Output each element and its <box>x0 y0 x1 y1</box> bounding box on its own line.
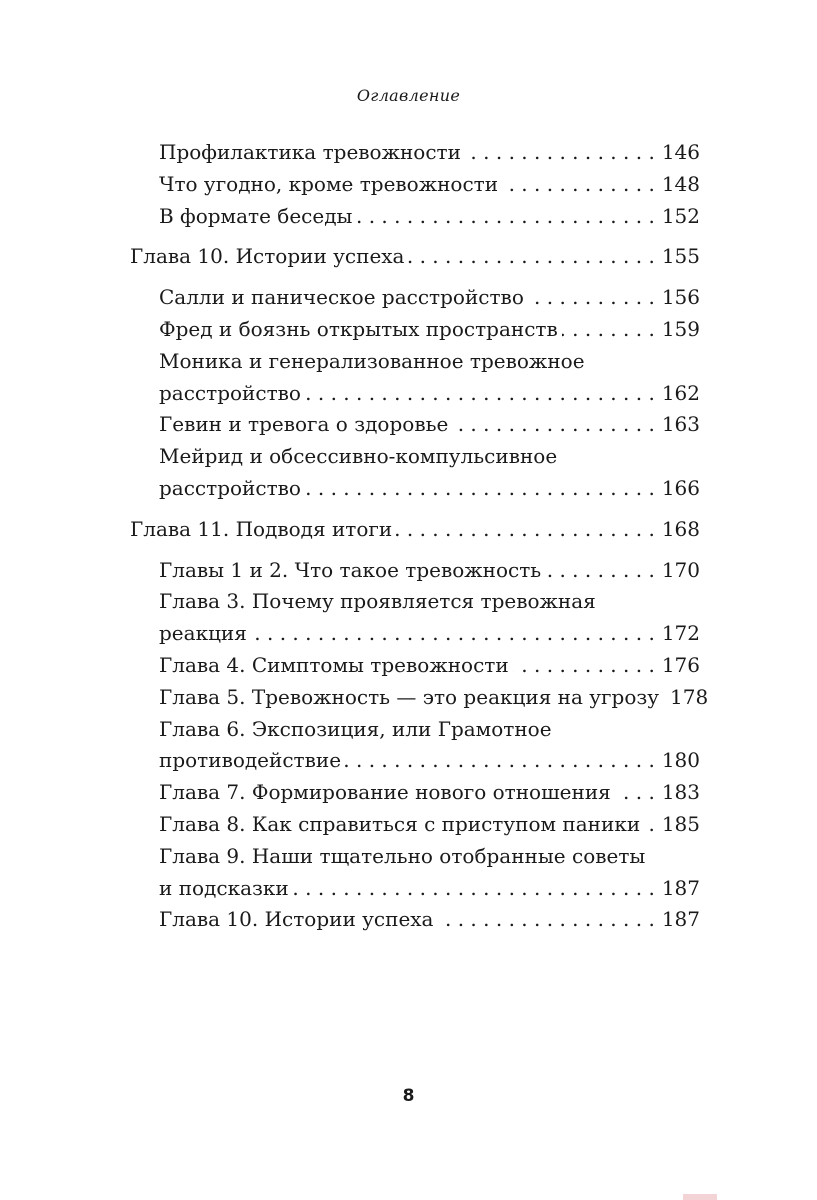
toc-entry[interactable] <box>159 809 700 841</box>
dot-leader <box>528 282 655 314</box>
toc-block-chapter-10-sections <box>130 282 700 505</box>
page-number: 8 <box>402 1086 415 1106</box>
toc-entry-title: Глава 10. Истории успеха <box>159 907 434 932</box>
toc-entry-page: 172 <box>661 621 700 646</box>
toc-entry-title: противодействие <box>159 748 342 773</box>
toc-entry-title: Глава 7. Формирование нового отношения <box>159 780 611 805</box>
toc-entry[interactable] <box>159 441 700 505</box>
toc-entry[interactable] <box>159 904 700 936</box>
toc-chapter-page: 155 <box>661 244 700 269</box>
toc-entry-page: 178 <box>670 684 709 709</box>
dot-leader <box>545 555 655 587</box>
toc-block-chapter-11 <box>130 514 700 546</box>
dot-leader <box>251 618 655 650</box>
toc-entry[interactable] <box>159 137 700 169</box>
dot-leader <box>305 378 655 410</box>
corner-mark <box>683 1194 717 1200</box>
toc-entry-title: Фред и боязнь открытых пространств <box>159 316 558 341</box>
toc-entry-title: Глава 4. Симптомы тревожности <box>159 652 509 677</box>
dot-leader <box>437 904 654 936</box>
toc-entry-title-line1: Глава 6. Экспозиция, или Грамотное <box>159 716 552 741</box>
toc-entry[interactable] <box>159 282 700 314</box>
toc-block-chapter-10 <box>130 241 700 273</box>
toc-chapter-11[interactable] <box>130 514 700 546</box>
toc-entry-title: Главы 1 и 2. Что такое тревожность <box>159 557 542 582</box>
dot-leader <box>356 201 654 233</box>
toc-entry[interactable] <box>159 650 700 682</box>
dot-leader <box>615 777 655 809</box>
toc-entry[interactable] <box>159 169 700 201</box>
toc-entry-title-line1: Моника и генерализованное тревожное <box>159 348 585 373</box>
toc-block-chapter-11-sections <box>130 555 709 937</box>
toc-entry-page: 170 <box>661 557 700 582</box>
toc-entry-title-line1: Глава 3. Почему проявляется тревожная <box>159 589 596 614</box>
dot-leader <box>513 650 655 682</box>
toc-entry-page: 166 <box>661 475 700 500</box>
toc-entry-page: 176 <box>661 652 700 677</box>
toc-entry-title: Гевин и тревога о здоровье <box>159 412 449 437</box>
toc-entry[interactable] <box>159 841 700 905</box>
toc-entry-page: 187 <box>661 907 700 932</box>
toc-entry-page: 163 <box>661 412 700 437</box>
dot-leader <box>452 409 655 441</box>
toc-entry[interactable] <box>159 346 700 410</box>
toc-chapter-page: 168 <box>661 516 700 541</box>
toc-entry-page: 156 <box>661 285 700 310</box>
toc-entry-page: 187 <box>661 875 700 900</box>
dot-leader <box>396 514 655 546</box>
toc-entry-page: 152 <box>661 203 700 228</box>
toc-entry-title-line1: Глава 9. Наши тщательно отобранные советы <box>159 843 646 868</box>
toc-entry-title: расстройство <box>159 380 301 405</box>
table-of-contents <box>130 137 709 945</box>
running-head: Оглавление <box>356 86 461 105</box>
dot-leader <box>408 241 654 273</box>
toc-entry-page: 183 <box>661 780 700 805</box>
toc-entry[interactable] <box>159 409 700 441</box>
toc-entry-title: Глава 8. Как справиться с приступом паники <box>159 811 641 836</box>
toc-entry-page: 146 <box>661 140 700 164</box>
toc-entry[interactable] <box>159 201 700 233</box>
toc-entry[interactable] <box>159 314 700 346</box>
dot-leader <box>644 809 655 841</box>
toc-chapter-title: Глава 11. Подводя итоги <box>130 516 393 541</box>
dot-leader <box>465 137 655 169</box>
toc-entry[interactable] <box>159 586 700 650</box>
toc-entry-title: В формате беседы <box>159 203 353 228</box>
toc-entry-title: и подсказки <box>159 875 289 900</box>
toc-entry-page: 185 <box>661 811 700 836</box>
toc-entry[interactable] <box>159 714 700 778</box>
dot-leader <box>502 169 655 201</box>
dot-leader <box>293 873 655 905</box>
toc-entry-title: Салли и паническое расстройство <box>159 285 524 310</box>
dot-leader <box>305 473 655 505</box>
dot-leader <box>345 745 655 777</box>
toc-chapter-title: Глава 10. Истории успеха <box>130 244 405 269</box>
toc-entry-page: 159 <box>661 316 700 341</box>
toc-entry-title-line1: Мейрид и обсессивно-компульсивное <box>159 444 558 469</box>
toc-entry-page: 148 <box>661 171 700 196</box>
dot-leader <box>562 314 655 346</box>
toc-entry[interactable] <box>159 682 709 714</box>
toc-entry[interactable] <box>159 777 700 809</box>
toc-block-chapter-9-sections <box>130 137 700 232</box>
toc-entry[interactable] <box>159 555 700 587</box>
toc-entry-title: реакция <box>159 621 247 646</box>
toc-entry-title: Что угодно, кроме тревожности <box>159 171 499 196</box>
toc-entry-title: Глава 5. Тревожность — это реакция на угрозу <box>159 684 660 709</box>
toc-entry-title: расстройство <box>159 475 301 500</box>
toc-chapter-10[interactable] <box>130 241 700 273</box>
toc-entry-page: 162 <box>661 380 700 405</box>
toc-entry-title: Профилактика тревожности <box>159 140 461 164</box>
toc-entry-page: 180 <box>661 748 700 773</box>
